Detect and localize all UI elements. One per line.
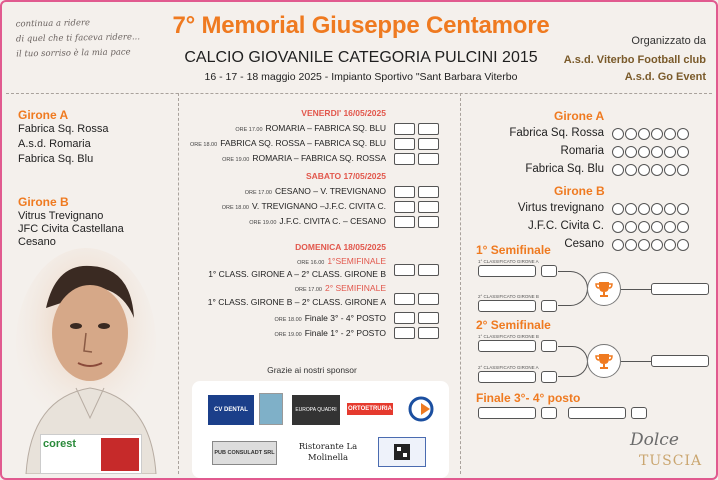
- match-teams: 1° CLASS. GIRONE A – 2° CLASS. GIRONE B: [208, 269, 386, 279]
- corest-sponsor: [40, 434, 142, 474]
- page-subtitle: CALCIO GIOVANILE CATEGORIA PULCINI 2015: [184, 49, 538, 66]
- quote-line: il tuo sorriso è la mia pace: [16, 47, 131, 60]
- right-group-a-title: Girone A: [554, 109, 605, 123]
- divider: [460, 93, 461, 474]
- semi1-line: [297, 256, 386, 266]
- bracket-line: [621, 289, 651, 290]
- score-slot[interactable]: [541, 407, 557, 419]
- semi1-title: 1° Semifinale: [476, 243, 551, 257]
- match-time: ORE 17.00: [244, 190, 272, 196]
- semi2-title: 2° Semifinale: [476, 318, 551, 332]
- brand-logo: Dolce: [630, 430, 679, 450]
- final34-title: Finale 3°- 4° posto: [476, 391, 581, 405]
- right-team: J.F.C. Civita C.: [527, 220, 604, 232]
- organizer-label: Organizzato da: [631, 35, 706, 47]
- ortoetruria-logo: ORTOETRURIA: [347, 403, 393, 415]
- score-slot[interactable]: [541, 371, 557, 383]
- organizer-2: A.s.d. Go Event: [624, 71, 706, 83]
- sponsor-panel: [192, 381, 449, 478]
- score-box[interactable]: [418, 138, 439, 150]
- score-box[interactable]: [394, 312, 415, 324]
- semi2-line: [295, 283, 386, 293]
- match-teams: ROMARIA – FABRICA SQ. BLU: [265, 123, 386, 133]
- left-team: Fabrica Sq. Rossa: [18, 123, 109, 135]
- score-box[interactable]: [394, 327, 415, 339]
- score-box[interactable]: [394, 138, 415, 150]
- final12-line: [275, 328, 387, 338]
- team-slot[interactable]: [478, 265, 536, 277]
- match-line: [245, 186, 386, 196]
- event-dates: 16 - 17 - 18 maggio 2025 - Impianto Sportivo "Sant Barbara Viterbo: [204, 71, 518, 83]
- match-line: [235, 123, 386, 133]
- score-box[interactable]: [394, 153, 415, 165]
- score-box[interactable]: [418, 186, 439, 198]
- match-teams: CESANO – V. TREVIGNANO: [274, 186, 386, 196]
- final34-line: [275, 313, 387, 323]
- score-box[interactable]: [394, 123, 415, 135]
- match-teams: 1° CLASS. GIRONE B – 2° CLASS. GIRONE A: [207, 297, 386, 307]
- divider: [6, 93, 712, 94]
- brand-logo-sub: TUSCIA: [639, 453, 703, 469]
- sponsor-card-logo: [378, 437, 426, 467]
- score-slot[interactable]: [541, 265, 557, 277]
- match-time: ORE 18.00: [189, 142, 218, 148]
- day-header-sunday: DOMENICA 18/05/2025: [295, 242, 386, 252]
- corest-logo: corest: [43, 438, 77, 450]
- left-team: JFC Civita Castellana: [18, 223, 124, 235]
- score-box[interactable]: [394, 216, 415, 228]
- score-box[interactable]: [394, 186, 415, 198]
- match-time: ORE 16.00: [297, 260, 325, 266]
- bracket-line: [621, 361, 651, 362]
- sponsor-logo: [259, 393, 283, 425]
- europa-quadri-logo: EUROPA QUADRI: [292, 395, 340, 425]
- team-slot[interactable]: [478, 300, 536, 312]
- winner-slot[interactable]: [651, 355, 709, 367]
- final12-label: Finale 1° - 2° POSTO: [304, 328, 386, 338]
- score-box[interactable]: [418, 327, 439, 339]
- page-title: 7° Memorial Giuseppe Centamore: [172, 12, 550, 39]
- right-team: Fabrica Sq. Blu: [525, 163, 604, 175]
- cv-dental-logo: CV DENTAL: [208, 395, 254, 425]
- go-event-logo: [407, 395, 435, 425]
- slot-label: 1° CLASSIFICATO GIRONE B: [478, 334, 539, 339]
- team-slot[interactable]: [478, 340, 536, 352]
- slot-label: 2° CLASSIFICATO GIRONE B: [478, 294, 539, 299]
- match-time: ORE 19.00: [222, 157, 250, 163]
- match-line: [222, 153, 386, 163]
- match-line: [249, 216, 386, 226]
- slot-label: 2° CLASSIFICATO GIRONE A: [478, 365, 539, 370]
- score-slot[interactable]: [631, 407, 647, 419]
- score-box[interactable]: [418, 312, 439, 324]
- match-teams: ROMARIA – FABRICA SQ. ROSSA: [252, 153, 386, 163]
- score-box[interactable]: [418, 153, 439, 165]
- team-slot[interactable]: [478, 371, 536, 383]
- semi1-label: 1°SEMIFINALE: [327, 256, 386, 266]
- match-time: ORE 19.00: [274, 332, 302, 338]
- result-circles: [612, 239, 689, 251]
- result-circles: [612, 164, 689, 176]
- left-group-a-title: Girone A: [18, 108, 69, 122]
- divider: [178, 93, 179, 474]
- left-group-b-title: Girone B: [18, 195, 69, 209]
- match-line: [190, 138, 386, 148]
- right-team: Cesano: [564, 238, 604, 250]
- left-team: A.s.d. Romaria: [18, 138, 91, 150]
- trophy-icon: [587, 344, 621, 378]
- match-teams: V. TREVIGNANO –J.F.C. CIVITA C.: [252, 201, 386, 211]
- left-team: Cesano: [18, 236, 56, 248]
- day-header-saturday: SABATO 17/05/2025: [305, 171, 386, 181]
- trophy-icon: [587, 272, 621, 306]
- result-circles: [612, 221, 689, 233]
- semi2-label: 2° SEMIFINALE: [324, 283, 386, 293]
- match-time: ORE 18.00: [274, 317, 302, 323]
- team-slot[interactable]: [568, 407, 626, 419]
- bracket-connector: [558, 346, 588, 377]
- molinella-logo: Ristorante La Molinella: [298, 442, 358, 463]
- quote-line: di quel che ti faceva ridere...: [15, 32, 141, 45]
- right-team: Virtus trevignano: [517, 202, 604, 214]
- match-time: ORE 17.00: [235, 127, 263, 133]
- match-line: [222, 201, 386, 211]
- score-box[interactable]: [418, 216, 439, 228]
- result-circles: [612, 128, 689, 140]
- right-team: Fabrica Sq. Rossa: [509, 127, 604, 139]
- left-team: Vitrus Trevignano: [18, 210, 104, 222]
- result-circles: [612, 146, 689, 158]
- left-team: Fabrica Sq. Blu: [18, 153, 94, 165]
- match-teams: J.F.C. CIVITA C. – CESANO: [279, 216, 386, 226]
- day-header-friday: VENERDI' 16/05/2025: [301, 108, 386, 118]
- right-group-b-title: Girone B: [554, 184, 605, 198]
- organizer-1: A.s.d. Viterbo Football club: [563, 54, 706, 66]
- match-time: ORE 19.00: [249, 220, 277, 226]
- score-box[interactable]: [394, 201, 415, 213]
- match-teams: FABRICA SQ. ROSSA – FABRICA SQ. BLU: [220, 138, 386, 148]
- winner-slot[interactable]: [651, 283, 709, 295]
- result-circles: [612, 203, 689, 215]
- score-box[interactable]: [418, 293, 439, 305]
- score-box[interactable]: [394, 264, 415, 276]
- score-box[interactable]: [418, 264, 439, 276]
- pub-consuladt-logo: PUB CONSULADT SRL: [212, 441, 277, 465]
- score-box[interactable]: [394, 293, 415, 305]
- team-slot[interactable]: [478, 407, 536, 419]
- quote-line: continua a ridere: [15, 18, 91, 30]
- corest-panel: [101, 438, 139, 471]
- sponsor-label: Grazie ai nostri sponsor: [267, 365, 357, 375]
- score-slot[interactable]: [541, 300, 557, 312]
- final34-label: Finale 3° - 4° POSTO: [304, 313, 386, 323]
- score-slot[interactable]: [541, 340, 557, 352]
- score-box[interactable]: [418, 201, 439, 213]
- right-team: Romaria: [560, 145, 604, 157]
- match-time: ORE 18.00: [221, 205, 249, 211]
- match-time: ORE 17.00: [294, 287, 322, 293]
- score-box[interactable]: [418, 123, 439, 135]
- bracket-connector: [558, 271, 588, 306]
- slot-label: 1° CLASSIFICATO GIRONE A: [478, 259, 539, 264]
